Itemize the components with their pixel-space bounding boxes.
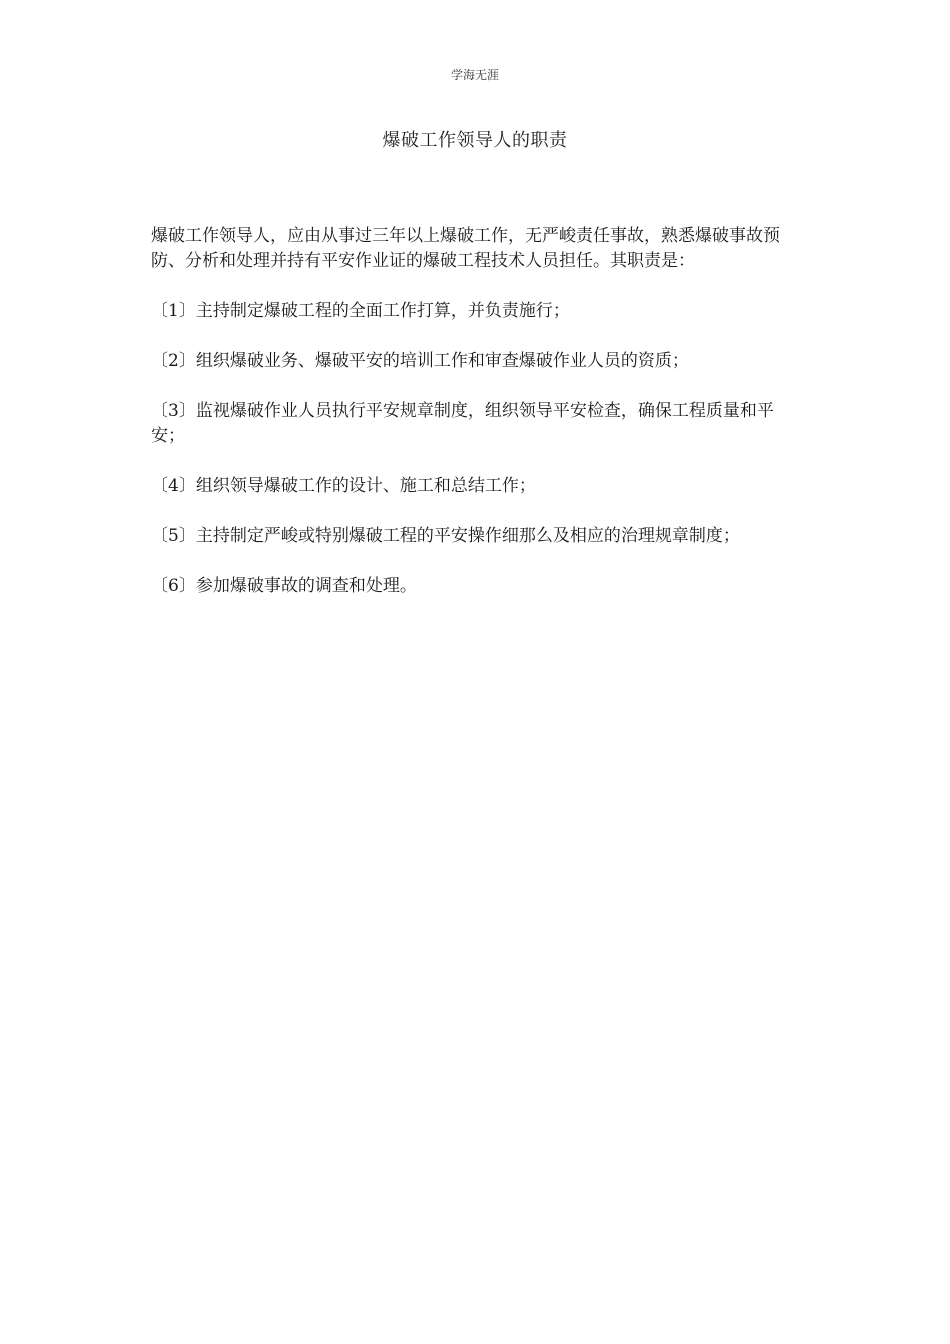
duty-item-1: 〔1〕主持制定爆破工程的全面工作打算，并负责施行； [151,301,570,321]
duty-item-2: 〔2〕组织爆破业务、爆破平安的培训工作和审查爆破作业人员的资质； [151,351,689,371]
document-title: 爆破工作领导人的职责 [382,130,568,151]
duty-item-4: 〔4〕组织领导爆破工作的设计、施工和总结工作； [151,476,536,496]
intro-paragraph: 爆破工作领导人，应由从事过三年以上爆破工作，无严峻责任事故，熟悉爆破事故预防、分析和处理并持有平安作业证的爆破工程技术人员担任。其职责是： [151,226,780,271]
page-header: 学海无涯 [450,68,499,82]
duty-item-5: 〔5〕主持制定严峻或特别爆破工程的平安操作细那么及相应的治理规章制度； [151,526,740,546]
duty-item-6: 〔6〕参加爆破事故的调查和处理。 [151,576,417,596]
document-body [151,224,796,624]
duty-item-3: 〔3〕监视爆破作业人员执行平安规章制度，组织领导平安检查，确保工程质量和平安； [151,401,774,446]
